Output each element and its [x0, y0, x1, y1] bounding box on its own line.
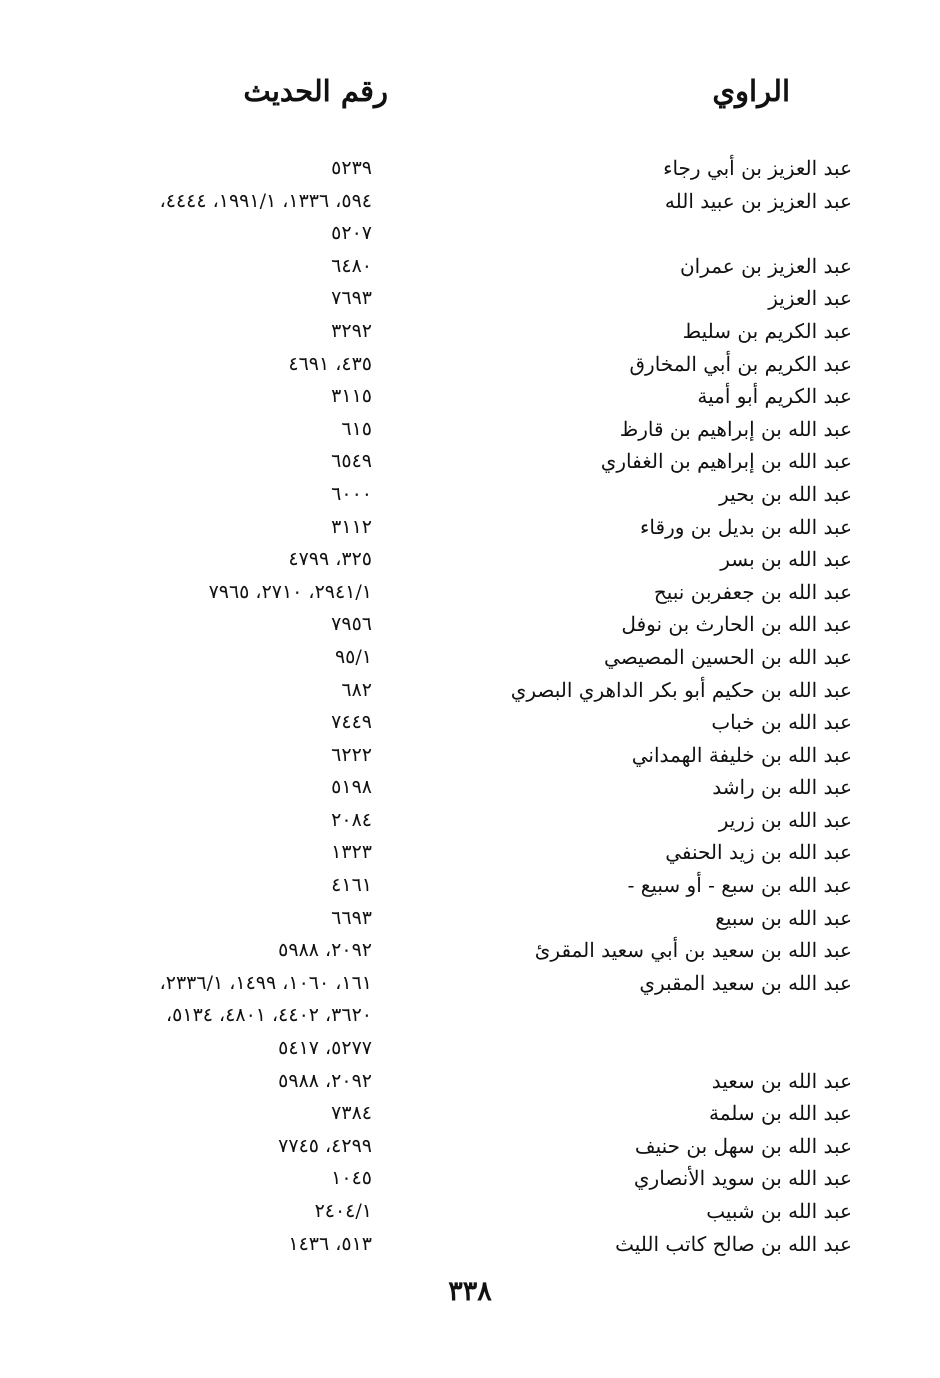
table-row [0, 348, 940, 381]
narrator-name: عبد الله بن بسر [720, 547, 852, 572]
table-row [0, 869, 940, 902]
hadith-numbers: ٧٩٥٦ [331, 613, 372, 636]
table-row [0, 1065, 940, 1098]
narrator-name: عبد الله بن راشد [712, 775, 852, 800]
table-row [0, 543, 940, 576]
hadith-numbers: ٢٤٠٤/١ [314, 1200, 372, 1222]
hadith-numbers: ٣٦٢٠، ٤٤٠٢، ٤٨٠١، ٥١٣٤، [166, 1004, 372, 1027]
narrator-name: عبد الله بن خليفة الهمداني [631, 742, 852, 767]
hadith-numbers: ٥٩٤، ١٣٣٦، ١٩٩١/١، ٤٤٤٤، [159, 189, 372, 212]
narrator-name: عبد الله بن بديل بن ورقاء [640, 514, 852, 539]
hadith-numbers: ٧٤٤٩ [331, 711, 372, 734]
hadith-numbers: ٦٦٩٣ [331, 906, 372, 929]
narrator-name: عبد الله بن زيد الحنفي [665, 840, 852, 865]
narrator-column-heading: الراوي [712, 74, 790, 108]
table-row [0, 152, 940, 185]
table-row [0, 413, 940, 446]
narrator-name: عبد العزيز [768, 286, 852, 311]
hadith-numbers: ٦٤٨٠ [331, 254, 372, 277]
narrator-name: عبد الكريم بن سليط [682, 318, 852, 343]
table-row [0, 836, 940, 869]
table-row [0, 315, 940, 348]
page-number: ٣٣٨ [448, 1276, 492, 1307]
table-row [0, 706, 940, 739]
table-row [0, 739, 940, 772]
hadith-numbers: ٤١٦١ [331, 874, 372, 897]
narrator-name: عبد الله بن سعيد [711, 1068, 852, 1093]
table-row [0, 641, 940, 674]
hadith-numbers: ٢٩٤١/١، ٢٧١٠، ٧٩٦٥ [208, 580, 372, 603]
hadith-numbers: ٧٣٨٤ [331, 1102, 372, 1125]
table-row [0, 511, 940, 544]
narrator-name: عبد الله بن جعفربن نبيح [653, 579, 852, 604]
narrator-name: عبد الله بن إبراهيم بن الغفاري [600, 449, 852, 474]
hadith-numbers: ٣١١٥ [331, 385, 372, 408]
hadith-numbers: ٢٠٩٢، ٥٩٨٨ [278, 939, 372, 962]
table-row [0, 217, 940, 250]
table-row [0, 608, 940, 641]
hadith-numbers: ٥١٣، ١٤٣٦ [288, 1232, 372, 1255]
hadith-numbers: ٧٦٩٣ [331, 287, 372, 310]
narrator-name: عبد الله بن بحير [719, 481, 852, 506]
hadith-numbers: ٦٠٠٠ [331, 482, 372, 505]
table-row [0, 804, 940, 837]
table-row [0, 674, 940, 707]
hadith-numbers: ٥١٩٨ [331, 776, 372, 799]
narrator-name: عبد الله بن صالح كاتب الليث [615, 1231, 852, 1256]
hadith-numbers: ٦٥٤٩ [331, 450, 372, 473]
table-row [0, 902, 940, 935]
narrator-name: عبد الله بن سبيع [715, 905, 852, 930]
table-row [0, 967, 940, 1000]
table-row [0, 185, 940, 218]
narrator-name: عبد الله بن زرير [718, 807, 852, 832]
narrator-name: عبد الكريم بن أبي المخارق [629, 351, 852, 376]
narrator-name: عبد العزيز بن عمران [679, 253, 852, 278]
hadith-numbers: ٢٠٩٢، ٥٩٨٨ [278, 1069, 372, 1092]
hadith-numbers: ٥٢٣٩ [331, 157, 372, 179]
hadith-numbers: ٦٢٢٢ [331, 743, 372, 766]
table-row [0, 478, 940, 511]
narrator-name: عبد الله بن حكيم أبو بكر الداهري البصري [510, 677, 852, 702]
table-row [0, 1097, 940, 1130]
hadith-numbers: ٥٢٧٧، ٥٤١٧ [278, 1037, 372, 1060]
table-row [0, 380, 940, 413]
table-row [0, 445, 940, 478]
table-row [0, 999, 940, 1032]
narrator-name: عبد الكريم أبو أمية [697, 384, 852, 409]
table-row [0, 250, 940, 283]
table-row [0, 1228, 940, 1261]
narrator-name: عبد الله بن إبراهيم بن قارظ [619, 416, 852, 441]
hadith-numbers: ٤٣٥، ٤٦٩١ [288, 352, 372, 375]
hadith-numbers: ٥٢٠٧ [331, 222, 372, 245]
narrator-name: عبد الله بن الحسين المصيصي [604, 644, 852, 669]
narrator-name: عبد الله بن خباب [711, 710, 852, 735]
table-row [0, 1130, 940, 1163]
hadith-numbers: ٦١٥ [341, 417, 372, 440]
narrator-name: عبد الله بن سعيد المقبري [639, 970, 852, 995]
hadith-numbers: ٣١١٢ [331, 515, 372, 538]
narrator-name: عبد الله بن سلمة [709, 1101, 852, 1126]
hadith-numbers: ٩٥/١ [334, 645, 372, 668]
table-row [0, 771, 940, 804]
table-row [0, 1032, 940, 1065]
table-row [0, 576, 940, 609]
hadith-numbers: ٢٠٨٤ [331, 808, 372, 831]
hadith-numbers: ٣٢٩٢ [331, 319, 372, 342]
table-row [0, 934, 940, 967]
table-row [0, 1162, 940, 1195]
hadith-numbers: ١٣٢٣ [331, 841, 372, 864]
narrator-name: عبد الله بن الحارث بن نوفل [621, 612, 852, 637]
table-row [0, 1195, 940, 1228]
narrator-name: عبد الله بن سعيد بن أبي سعيد المقرئ [534, 938, 852, 963]
hadith-numbers: ٤٢٩٩، ٧٧٤٥ [278, 1134, 372, 1157]
hadith-numbers: ١٠٤٥ [331, 1167, 372, 1190]
narrator-name: عبد العزيز بن أبي رجاء [663, 156, 852, 180]
hadith-numbers: ١٦١، ١٠٦٠، ١٤٩٩، ٢٣٣٦/١، [159, 971, 372, 994]
hadith-numbers: ٣٢٥، ٤٧٩٩ [288, 548, 372, 571]
hadith-numbers: ٦٨٢ [341, 678, 372, 701]
table-row [0, 282, 940, 315]
narrator-name: عبد الله بن شبيب [706, 1199, 852, 1223]
narrator-name: عبد الله بن سهل بن حنيف [634, 1133, 852, 1158]
index-table [0, 152, 940, 1260]
narrator-name: عبد الله بن سبع - أو سبيع - [627, 873, 852, 898]
narrator-name: عبد الله بن سويد الأنصاري [633, 1166, 852, 1191]
hadith-number-column-heading: رقم الحديث [243, 74, 388, 108]
narrator-name: عبد العزيز بن عبيد الله [664, 188, 852, 213]
